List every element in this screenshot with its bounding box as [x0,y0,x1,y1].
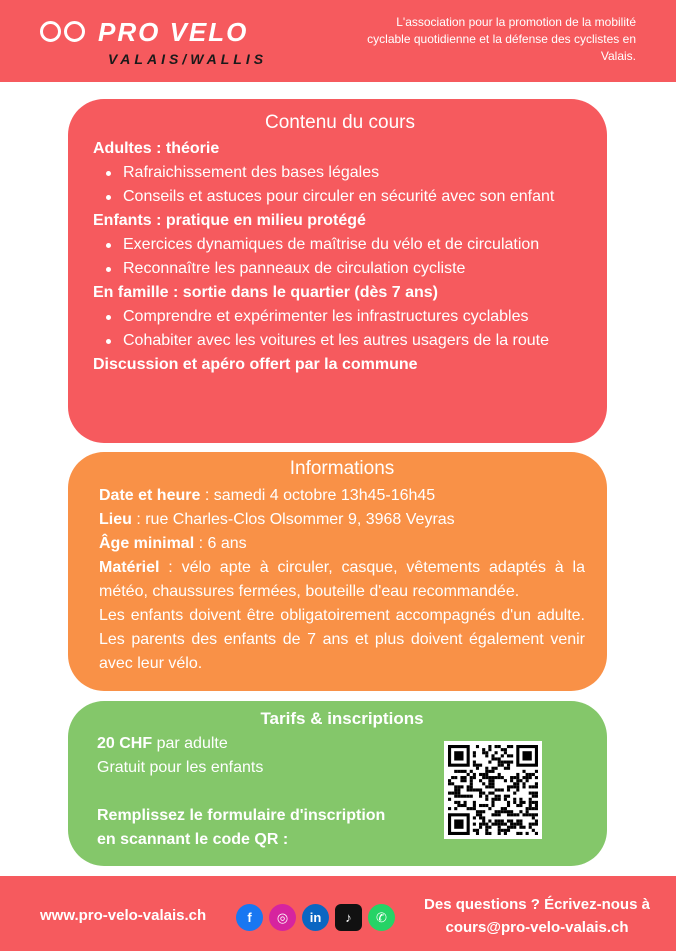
whatsapp-icon[interactable] [368,904,395,931]
contact-line1: Des questions ? Écrivez-nous à [424,896,650,913]
linkedin-glyph: in [309,910,322,925]
qr-code[interactable] [444,741,542,839]
qr-code-icon [448,745,538,835]
section-list [93,233,587,281]
contact-info [412,893,662,939]
section-heading: En famille : sortie dans le quartier (dès 7 ans) [93,284,438,301]
instagram-glyph: ◎ [276,909,289,925]
logo-title: PRO VELO [98,17,249,47]
info-date-value: : samedi 4 octobre 13h45-16h45 [200,487,436,504]
facebook-icon[interactable] [236,904,263,931]
section-list [93,161,587,209]
info-material-label: Matériel [99,559,160,576]
contact-email[interactable]: cours@pro-velo-valais.ch [445,919,629,936]
facebook-glyph: f [247,910,252,925]
tiktok-glyph: ♪ [345,910,352,925]
info-place-label: Lieu [99,511,132,528]
list-item: Exercices dynamiques de maîtrise du vélo et de circulation [93,233,587,257]
info-age-label: Âge minimal [99,535,195,552]
list-item: Rafraichissement des bases légales [93,161,587,185]
info-box [68,452,607,691]
header [0,0,676,82]
whatsapp-glyph: ✆ [376,909,387,925]
tarifs-cta-line1: Remplissez le formulaire d'inscription [97,807,386,824]
list-item: Conseils et astuces pour circuler en sécurité avec son enfant [93,185,587,209]
course-title: Contenu du cours [265,112,415,133]
list-item: Reconnaître les panneaux de circulation cycliste [93,257,587,281]
section-list [93,305,587,353]
social-icons [236,904,395,931]
section-heading: Adultes : théorie [93,140,220,157]
tagline: L'association pour la promotion de la mobilité cyclable quotidienne et la défense des cyclistes en Valais. [367,15,636,63]
website-link[interactable]: www.pro-velo-valais.ch [40,907,207,924]
info-material [99,556,585,604]
course-closing: Discussion et apéro offert par la commune [93,356,418,373]
logo-subtitle: VALAIS/WALLIS [108,51,268,67]
course-content-box [68,99,607,443]
footer [0,876,676,951]
info-date [99,484,585,508]
info-title: Informations [289,458,395,479]
info-place-value: : rue Charles-Clos Olsommer 9, 3968 Veyras [131,511,455,528]
linkedin-icon[interactable] [302,904,329,931]
instagram-icon[interactable] [269,904,296,931]
tarifs-cta-line2: en scannant le code QR : [97,831,289,848]
info-date-label: Date et heure [99,487,201,504]
info-place [99,508,585,532]
tarifs-box [68,701,607,866]
info-material-value: : vélo apte à circuler, casque, vêtements adaptés à la météo, chaussures fermées, bouteille d'eau recommandée. [99,559,585,600]
tiktok-icon[interactable] [335,904,362,931]
section-heading: Enfants : pratique en milieu protégé [93,212,366,229]
logo-circles-icon [40,21,88,47]
tarifs-price-amount: 20 CHF [97,735,153,752]
tarifs-title: Tarifs & inscriptions [260,709,424,728]
tarifs-price-unit: par adulte [152,735,228,752]
tarifs-free: Gratuit pour les enfants [97,759,264,776]
list-item: Comprendre et expérimenter les infrastructures cyclables [93,305,587,329]
list-item: Cohabiter avec les voitures et les autres usagers de la route [93,329,587,353]
info-age-value: : 6 ans [194,535,247,552]
info-note: Les enfants doivent être obligatoirement accompagnés d'un adulte. Les parents des enfants de 7 ans et plus doivent également venir avec leur vélo. [99,607,585,672]
info-age [99,532,585,556]
